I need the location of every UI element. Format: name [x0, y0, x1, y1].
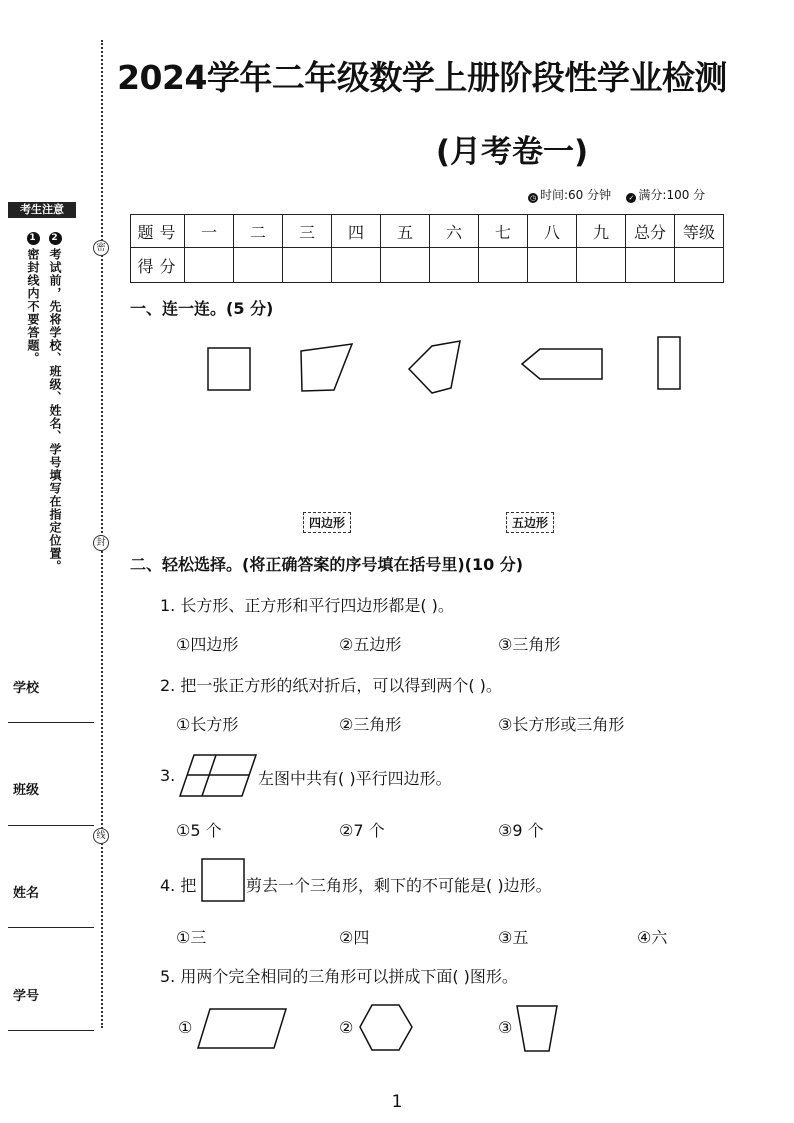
notice-title: 考生注意 — [8, 202, 76, 218]
parallelogram-grid-figure — [178, 752, 260, 800]
field-school-label: 学校 — [13, 681, 40, 696]
score-cell-1[interactable] — [185, 248, 234, 283]
field-name-label: 姓名 — [13, 886, 40, 901]
score-cell-3[interactable] — [283, 248, 332, 283]
section-2-title: 二、轻松选择。(将正确答案的序号填在括号里)(10 分) — [130, 555, 524, 574]
q5-option-2[interactable]: ② — [339, 1018, 354, 1037]
seal-char-feng: 封 — [93, 535, 109, 551]
score-cell-6[interactable] — [430, 248, 479, 283]
q2-option-2[interactable]: ②三角形 — [339, 715, 402, 734]
seal-dotted-line — [101, 40, 103, 1028]
quadrilateral-shape — [301, 344, 352, 391]
q4-option-3[interactable]: ③五 — [498, 928, 529, 947]
notice-2 — [48, 232, 62, 573]
question-5: 5. 用两个完全相同的三角形可以拼成下面( )图形。 — [160, 967, 518, 986]
score-cell-grade[interactable] — [675, 248, 724, 283]
q1-option-3[interactable]: ③三角形 — [498, 635, 561, 654]
q1-option-2[interactable]: ②五边形 — [339, 635, 402, 654]
score-header: 得分 — [131, 248, 185, 283]
col-5: 五 — [381, 215, 430, 248]
q5-trapezoid-shape — [515, 1004, 561, 1054]
question-3-number: 3. — [160, 766, 176, 785]
score-header-row — [131, 215, 724, 248]
q4-option-4[interactable]: ④六 — [637, 928, 668, 947]
col-6: 六 — [430, 215, 479, 248]
seal-char-mi: 密 — [93, 240, 109, 256]
question-3: 左图中共有( )平行四边形。 — [258, 769, 452, 788]
q2-option-1[interactable]: ①长方形 — [176, 715, 239, 734]
col-1: 一 — [185, 215, 234, 248]
question-2: 2. 把一张正方形的纸对折后，可以得到两个( )。 — [160, 676, 502, 695]
score-cell-8[interactable] — [528, 248, 577, 283]
clock-icon: ◷ — [529, 194, 537, 202]
exam-meta — [528, 186, 705, 203]
field-name-line[interactable] — [8, 927, 94, 928]
exam-title: 2024学年二年级数学上册阶段性学业检测 — [117, 58, 727, 97]
q5-parallelogram-shape — [196, 1006, 288, 1052]
exam-subtitle: (月考卷一) — [435, 134, 589, 170]
pentagon-arrow-shape — [522, 349, 602, 379]
question-1: 1. 长方形、正方形和平行四边形都是( )。 — [160, 596, 454, 615]
section-1-title: 一、连一连。(5 分) — [130, 299, 274, 318]
seal-char-xian: 线 — [93, 828, 109, 844]
q5-option-3[interactable]: ③ — [498, 1018, 513, 1037]
pentagon-shape — [409, 341, 460, 393]
square-figure — [200, 857, 248, 905]
q3-option-2[interactable]: ②7 个 — [339, 821, 385, 840]
q5-option-1[interactable]: ① — [178, 1018, 193, 1037]
col-2: 二 — [234, 215, 283, 248]
question-4: 剪去一个三角形，剩下的不可能是( )边形。 — [246, 876, 552, 895]
col-3: 三 — [283, 215, 332, 248]
col-7: 七 — [479, 215, 528, 248]
q2-option-3[interactable]: ③长方形或三角形 — [498, 715, 625, 734]
q1-option-1[interactable]: ①四边形 — [176, 635, 239, 654]
score-cell-7[interactable] — [479, 248, 528, 283]
field-student-id-line[interactable] — [8, 1030, 94, 1031]
field-school-line[interactable] — [8, 722, 94, 723]
page-number: 1 — [391, 1092, 403, 1112]
score-cell-9[interactable] — [577, 248, 626, 283]
col-4: 四 — [332, 215, 381, 248]
section-1-shapes — [200, 340, 660, 400]
label-quadrilateral: 四边形 — [303, 512, 351, 533]
col-8: 八 — [528, 215, 577, 248]
rectangle-shape — [658, 337, 680, 389]
q4-option-2[interactable]: ②四 — [339, 928, 370, 947]
square-shape — [208, 348, 250, 390]
score-row — [131, 248, 724, 283]
field-class-label: 班级 — [13, 783, 40, 798]
check-icon: ✓ — [626, 193, 636, 203]
notice-2-text: 考试前，先将学校、班级、姓名、学号填写在指定位置。 — [48, 248, 62, 573]
notice-1 — [26, 232, 40, 365]
score-cell-5[interactable] — [381, 248, 430, 283]
col-grade: 等级 — [675, 215, 724, 248]
q3-option-3[interactable]: ③9 个 — [498, 821, 544, 840]
col-9: 九 — [577, 215, 626, 248]
notice-1-number: 1 — [27, 232, 40, 245]
full-marks: 满分:100 分 — [638, 188, 706, 202]
q4-option-1[interactable]: ①三 — [176, 928, 207, 947]
q3-option-1[interactable]: ①5 个 — [176, 821, 222, 840]
label-pentagon: 五边形 — [506, 512, 554, 533]
field-class-line[interactable] — [8, 825, 94, 826]
score-table — [130, 214, 724, 283]
col-total: 总分 — [626, 215, 675, 248]
notice-1-text: 密封线内不要答题。 — [26, 248, 40, 365]
time-limit: 时间:60 分钟 — [540, 188, 612, 202]
score-cell-2[interactable] — [234, 248, 283, 283]
score-cell-total[interactable] — [626, 248, 675, 283]
notice-2-number: 2 — [49, 232, 62, 245]
question-number-header: 题号 — [131, 215, 185, 248]
question-4-prefix: 4. 把 — [160, 876, 197, 895]
score-cell-4[interactable] — [332, 248, 381, 283]
field-student-id-label: 学号 — [13, 989, 40, 1004]
q5-hexagon-shape — [357, 1002, 415, 1054]
